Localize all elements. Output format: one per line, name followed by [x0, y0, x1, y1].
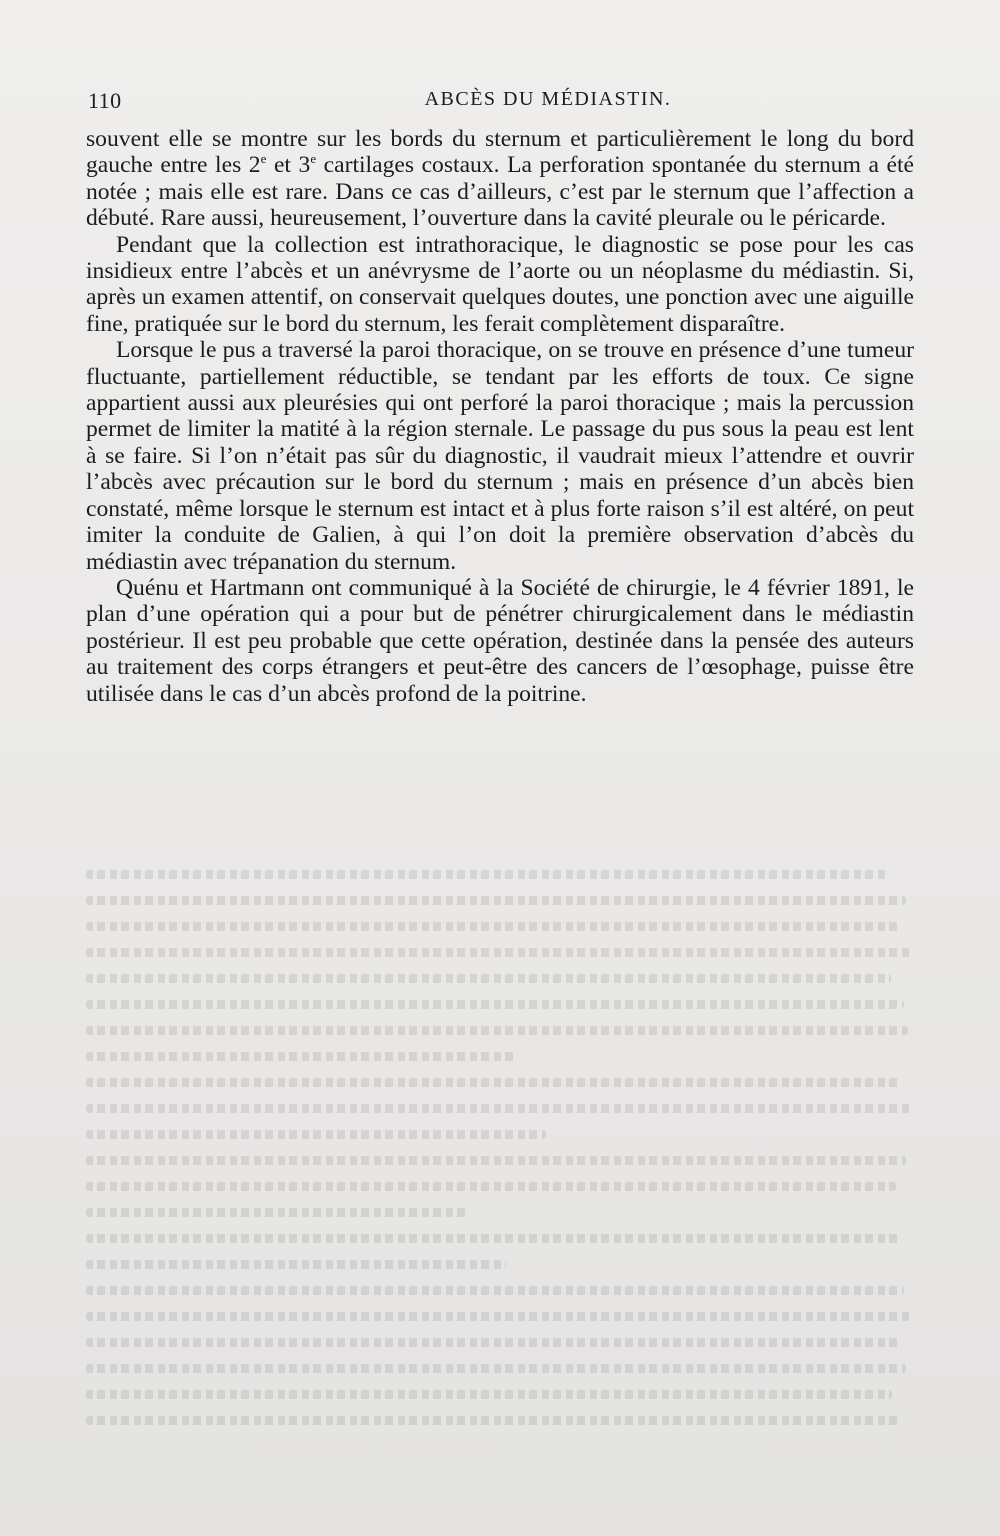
running-head — [86, 88, 914, 120]
superscript: e — [310, 151, 317, 167]
body-text — [86, 126, 914, 707]
page-number: 110 — [88, 88, 122, 113]
paragraph-3: Lorsque le pus a traversé la paroi thoracique, on se trouve en présence d’une tumeur fluctuante, partiellement réductible, se tendant par les efforts de toux. Ce signe appartient aussi aux pleurésies qui ont perforé la paroi thoracique ; mais la percussion permet de limiter la matité à la région sternale. Le passage du pus sous la peau est lent à se faire. Si l’on n’était pas sûr du diagnostic, il vaudrait mieux l’attendre et ouvrir l’abcès avec précaution sur le bord du sternum ; mais en présence d’un abcès bien constaté, même lorsque le sternum est intact et à plus forte raison s’il est altéré, on peut imiter la conduite de Galien, à qui l’on doit la première observation d’abcès du médiastin avec trépanation du sternum. — [86, 337, 914, 575]
show-through-texture — [86, 860, 916, 1460]
paragraph-2: Pendant que la collection est intrathoracique, le diagnostic se pose pour les cas insidieux entre l’abcès et un anévrysme de l’aorte ou un néoplasme du médiastin. Si, après un examen attentif, on conservait quelques doutes, une ponction avec une aiguille fine, pratiquée sur le bord du sternum, les ferait complètement disparaître. — [86, 231, 914, 337]
paragraph-4: Quénu et Hartmann ont communiqué à la Société de chirurgie, le 4 février 1891, le plan d’une opération qui a pour but de pénétrer chirurgicalement dans le médiastin postérieur. Il est peu probable que cette opération, destinée dans la pensée des auteurs au traitement des corps étrangers et peut-être des cancers de l’œsophage, puisse être utilisée dans le cas d’un abcès profond de la poitrine. — [86, 574, 914, 707]
running-title: ABCÈS DU MÉDIASTIN. — [424, 88, 672, 110]
superscript: e — [260, 151, 267, 167]
paragraph-1: souvent elle se montre sur les bords du sternum et particulièrement le long du bord gauche entre les 2e et 3e cartilages costaux. La perforation spontanée du sternum a été notée ; mais elle est rare. Dans ce cas d’ailleurs, c’est par le sternum que l’affection a débuté. Rare aussi, heureusement, l’ouverture dans la cavité pleurale ou le péricarde. — [86, 126, 914, 232]
